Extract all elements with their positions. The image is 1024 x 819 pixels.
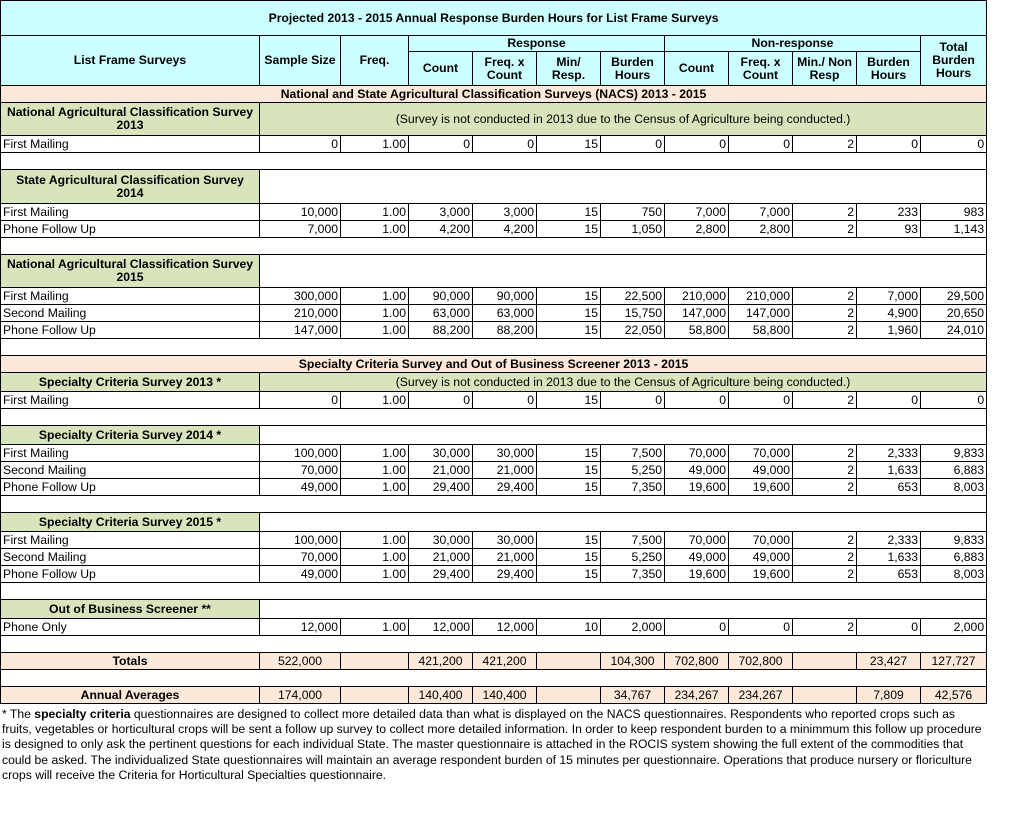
freq-cell: 1.00 [341, 322, 409, 339]
min-non-resp-cell: 2 [793, 221, 857, 238]
nr-burden-hours-cell: 7,000 [857, 288, 921, 305]
nr-freq-count-cell: 7,000 [729, 204, 793, 221]
row-label: First Mailing [1, 288, 260, 305]
freq-count-cell: 0 [473, 136, 537, 153]
nr-freq-count-cell: 49,000 [729, 549, 793, 566]
table-row [1, 566, 987, 583]
min-resp-cell: 15 [537, 549, 601, 566]
min-resp-cell: 15 [537, 445, 601, 462]
min-non-resp-cell [793, 653, 857, 670]
freq-count-cell: 0 [473, 392, 537, 409]
nr-count-cell: 7,000 [665, 204, 729, 221]
min-non-resp-cell: 2 [793, 288, 857, 305]
min-non-resp-cell: 2 [793, 479, 857, 496]
nr-count-cell: 49,000 [665, 549, 729, 566]
sample-size-cell: 522,000 [260, 653, 341, 670]
nr-burden-hours-cell: 2,333 [857, 532, 921, 549]
header-min-resp: Min/ Resp. [537, 52, 601, 86]
row-label: Phone Follow Up [1, 566, 260, 583]
averages-row [1, 687, 987, 704]
row-label: Second Mailing [1, 462, 260, 479]
header-nr-count: Count [665, 52, 729, 86]
nr-burden-hours-cell: 1,960 [857, 322, 921, 339]
sample-size-cell: 70,000 [260, 549, 341, 566]
min-resp-cell: 15 [537, 462, 601, 479]
nr-freq-count-cell: 210,000 [729, 288, 793, 305]
table-row [1, 204, 987, 221]
table-row [1, 305, 987, 322]
nr-freq-count-cell: 19,600 [729, 479, 793, 496]
spacer-row [1, 583, 987, 600]
burden-hours-cell: 0 [601, 392, 665, 409]
freq-cell: 1.00 [341, 479, 409, 496]
freq-count-cell: 4,200 [473, 221, 537, 238]
header-list-frame: List Frame Surveys [1, 36, 260, 86]
nr-count-cell: 147,000 [665, 305, 729, 322]
sample-size-cell: 12,000 [260, 619, 341, 636]
freq-count-cell: 90,000 [473, 288, 537, 305]
group-blank [260, 513, 987, 532]
group-oobs: Out of Business Screener ** [1, 600, 260, 619]
header-nr-burden-hours: Burden Hours [857, 52, 921, 86]
group-blank [260, 170, 987, 204]
table-row [1, 532, 987, 549]
total-burden-cell: 42,576 [921, 687, 987, 704]
freq-count-cell: 30,000 [473, 532, 537, 549]
freq-count-cell: 421,200 [473, 653, 537, 670]
nr-burden-hours-cell: 4,900 [857, 305, 921, 322]
min-non-resp-cell: 2 [793, 445, 857, 462]
count-cell: 0 [409, 136, 473, 153]
min-non-resp-cell: 2 [793, 305, 857, 322]
table-row [1, 479, 987, 496]
burden-hours-cell: 104,300 [601, 653, 665, 670]
total-burden-cell: 0 [921, 392, 987, 409]
freq-cell: 1.00 [341, 288, 409, 305]
row-label: Phone Follow Up [1, 322, 260, 339]
nr-count-cell: 210,000 [665, 288, 729, 305]
header-min-non-resp: Min./ Non Resp [793, 52, 857, 86]
row-label: Totals [1, 653, 260, 670]
min-resp-cell: 15 [537, 392, 601, 409]
min-non-resp-cell: 2 [793, 392, 857, 409]
count-cell: 12,000 [409, 619, 473, 636]
min-resp-cell: 15 [537, 221, 601, 238]
min-non-resp-cell: 2 [793, 322, 857, 339]
nr-count-cell: 70,000 [665, 532, 729, 549]
burden-hours-cell: 750 [601, 204, 665, 221]
freq-cell: 1.00 [341, 619, 409, 636]
total-burden-cell: 1,143 [921, 221, 987, 238]
table-row [1, 322, 987, 339]
min-non-resp-cell: 2 [793, 549, 857, 566]
total-burden-cell: 8,003 [921, 479, 987, 496]
freq-count-cell: 140,400 [473, 687, 537, 704]
table-row [1, 221, 987, 238]
group-blank [260, 426, 987, 445]
row-label: Second Mailing [1, 305, 260, 322]
burden-hours-cell: 34,767 [601, 687, 665, 704]
total-burden-cell: 20,650 [921, 305, 987, 322]
nr-freq-count-cell: 0 [729, 619, 793, 636]
burden-hours-cell: 2,000 [601, 619, 665, 636]
freq-count-cell: 21,000 [473, 462, 537, 479]
group-blank [260, 600, 987, 619]
group-blank [260, 255, 987, 288]
sample-size-cell: 0 [260, 392, 341, 409]
nr-freq-count-cell: 70,000 [729, 445, 793, 462]
nr-freq-count-cell: 70,000 [729, 532, 793, 549]
table-row [1, 462, 987, 479]
min-resp-cell [537, 687, 601, 704]
total-burden-cell: 9,833 [921, 532, 987, 549]
nr-freq-count-cell: 19,600 [729, 566, 793, 583]
nr-freq-count-cell: 2,800 [729, 221, 793, 238]
count-cell: 421,200 [409, 653, 473, 670]
footnote-bold: specialty criteria [34, 707, 131, 721]
nr-count-cell: 19,600 [665, 566, 729, 583]
total-burden-cell: 983 [921, 204, 987, 221]
min-non-resp-cell [793, 687, 857, 704]
row-label: Phone Follow Up [1, 221, 260, 238]
table-row [1, 619, 987, 636]
row-label: First Mailing [1, 532, 260, 549]
freq-cell: 1.00 [341, 532, 409, 549]
burden-hours-cell: 7,350 [601, 566, 665, 583]
nr-count-cell: 2,800 [665, 221, 729, 238]
nr-freq-count-cell: 58,800 [729, 322, 793, 339]
footnote-lead: * The [2, 707, 35, 721]
count-cell: 0 [409, 392, 473, 409]
nr-count-cell: 70,000 [665, 445, 729, 462]
sample-size-cell: 174,000 [260, 687, 341, 704]
sample-size-cell: 7,000 [260, 221, 341, 238]
spacer-row [1, 409, 987, 426]
table-row [1, 549, 987, 566]
count-cell: 140,400 [409, 687, 473, 704]
burden-hours-cell: 7,500 [601, 532, 665, 549]
freq-cell: 1.00 [341, 136, 409, 153]
freq-cell: 1.00 [341, 549, 409, 566]
count-cell: 63,000 [409, 305, 473, 322]
burden-hours-cell: 7,500 [601, 445, 665, 462]
group-nacs-2013: National Agricultural Classification Survey 2013 [1, 103, 260, 136]
header-freq: Freq. [341, 36, 409, 86]
header-response: Response [409, 36, 665, 52]
min-resp-cell: 15 [537, 479, 601, 496]
min-non-resp-cell: 2 [793, 532, 857, 549]
spacer-row [1, 670, 987, 687]
min-non-resp-cell: 2 [793, 136, 857, 153]
nr-burden-hours-cell: 1,633 [857, 549, 921, 566]
nr-burden-hours-cell: 0 [857, 619, 921, 636]
nr-count-cell: 19,600 [665, 479, 729, 496]
min-resp-cell: 15 [537, 305, 601, 322]
row-label: First Mailing [1, 445, 260, 462]
min-resp-cell: 15 [537, 532, 601, 549]
count-cell: 30,000 [409, 445, 473, 462]
freq-cell: 1.00 [341, 445, 409, 462]
freq-count-cell: 29,400 [473, 479, 537, 496]
spacer-row [1, 153, 987, 170]
count-cell: 88,200 [409, 322, 473, 339]
freq-cell: 1.00 [341, 305, 409, 322]
sample-size-cell: 0 [260, 136, 341, 153]
freq-cell: 1.00 [341, 392, 409, 409]
nr-count-cell: 0 [665, 619, 729, 636]
total-burden-cell: 9,833 [921, 445, 987, 462]
min-resp-cell: 15 [537, 566, 601, 583]
total-burden-cell: 0 [921, 136, 987, 153]
nr-burden-hours-cell: 233 [857, 204, 921, 221]
group-scs-2013: Specialty Criteria Survey 2013 * [1, 373, 260, 392]
nr-burden-hours-cell: 2,333 [857, 445, 921, 462]
total-burden-cell: 6,883 [921, 462, 987, 479]
table-row [1, 136, 987, 153]
row-label: Phone Follow Up [1, 479, 260, 496]
nr-freq-count-cell: 147,000 [729, 305, 793, 322]
freq-cell [341, 653, 409, 670]
sample-size-cell: 10,000 [260, 204, 341, 221]
header-total-burden: Total Burden Hours [921, 36, 987, 86]
total-burden-cell: 29,500 [921, 288, 987, 305]
header-freq-count: Freq. x Count [473, 52, 537, 86]
min-non-resp-cell: 2 [793, 462, 857, 479]
freq-count-cell: 3,000 [473, 204, 537, 221]
spacer-row [1, 636, 987, 653]
freq-cell [341, 687, 409, 704]
burden-hours-cell: 5,250 [601, 462, 665, 479]
table-row [1, 392, 987, 409]
nr-burden-hours-cell: 0 [857, 136, 921, 153]
nr-burden-hours-cell: 7,809 [857, 687, 921, 704]
count-cell: 90,000 [409, 288, 473, 305]
count-cell: 4,200 [409, 221, 473, 238]
nr-count-cell: 0 [665, 392, 729, 409]
freq-count-cell: 21,000 [473, 549, 537, 566]
freq-count-cell: 88,200 [473, 322, 537, 339]
count-cell: 21,000 [409, 462, 473, 479]
sample-size-cell: 100,000 [260, 532, 341, 549]
sample-size-cell: 49,000 [260, 479, 341, 496]
count-cell: 30,000 [409, 532, 473, 549]
table-title: Projected 2013 - 2015 Annual Response Burden Hours for List Frame Surveys [1, 1, 987, 36]
nr-burden-hours-cell: 653 [857, 479, 921, 496]
nr-burden-hours-cell: 23,427 [857, 653, 921, 670]
nr-freq-count-cell: 0 [729, 136, 793, 153]
section-specialty: Specialty Criteria Survey and Out of Business Screener 2013 - 2015 [1, 356, 987, 373]
nr-freq-count-cell: 0 [729, 392, 793, 409]
burden-hours-cell: 15,750 [601, 305, 665, 322]
group-scs-2015: Specialty Criteria Survey 2015 * [1, 513, 260, 532]
nr-freq-count-cell: 702,800 [729, 653, 793, 670]
footnote [2, 707, 986, 783]
burden-hours-cell: 0 [601, 136, 665, 153]
spacer-row [1, 496, 987, 513]
burden-hours-cell: 5,250 [601, 549, 665, 566]
row-label: Phone Only [1, 619, 260, 636]
nr-burden-hours-cell: 93 [857, 221, 921, 238]
total-burden-cell: 24,010 [921, 322, 987, 339]
sample-size-cell: 70,000 [260, 462, 341, 479]
freq-count-cell: 30,000 [473, 445, 537, 462]
spacer-row [1, 339, 987, 356]
nr-freq-count-cell: 49,000 [729, 462, 793, 479]
freq-count-cell: 12,000 [473, 619, 537, 636]
nr-burden-hours-cell: 1,633 [857, 462, 921, 479]
header-count: Count [409, 52, 473, 86]
nr-burden-hours-cell: 0 [857, 392, 921, 409]
totals-row [1, 653, 987, 670]
group-sacs-2014: State Agricultural Classification Survey 2014 [1, 170, 260, 204]
total-burden-cell: 127,727 [921, 653, 987, 670]
min-resp-cell: 10 [537, 619, 601, 636]
row-label: Annual Averages [1, 687, 260, 704]
freq-cell: 1.00 [341, 462, 409, 479]
nr-count-cell: 49,000 [665, 462, 729, 479]
freq-count-cell: 29,400 [473, 566, 537, 583]
burden-hours-cell: 22,050 [601, 322, 665, 339]
group-scs-2014: Specialty Criteria Survey 2014 * [1, 426, 260, 445]
not-conducted-note: (Survey is not conducted in 2013 due to the Census of Agriculture being conducted.) [260, 373, 987, 392]
min-non-resp-cell: 2 [793, 204, 857, 221]
freq-cell: 1.00 [341, 566, 409, 583]
not-conducted-note: (Survey is not conducted in 2013 due to the Census of Agriculture being conducted.) [260, 103, 987, 136]
header-sample-size: Sample Size [260, 36, 341, 86]
nr-burden-hours-cell: 653 [857, 566, 921, 583]
table-row [1, 445, 987, 462]
min-resp-cell [537, 653, 601, 670]
sample-size-cell: 210,000 [260, 305, 341, 322]
section-nacs: National and State Agricultural Classification Surveys (NACS) 2013 - 2015 [1, 86, 987, 103]
freq-cell: 1.00 [341, 204, 409, 221]
min-non-resp-cell: 2 [793, 619, 857, 636]
min-resp-cell: 15 [537, 322, 601, 339]
burden-hours-cell: 1,050 [601, 221, 665, 238]
group-nacs-2015: National Agricultural Classification Survey 2015 [1, 255, 260, 288]
table-row [1, 288, 987, 305]
header-non-response: Non-response [665, 36, 921, 52]
nr-freq-count-cell: 234,267 [729, 687, 793, 704]
count-cell: 21,000 [409, 549, 473, 566]
nr-count-cell: 234,267 [665, 687, 729, 704]
total-burden-cell: 8,003 [921, 566, 987, 583]
nr-count-cell: 0 [665, 136, 729, 153]
nr-count-cell: 702,800 [665, 653, 729, 670]
footnote-text: questionnaires are designed to collect more detailed data than what is displayed on the NACS questionnaires. Respondents who reported crops such as fruits, vegetables or horticultural crops will be sent a follow up survey to collect more detailed information. In order to keep respondent burden to a minimmum this follow up procedure is designed to only ask the pertinent questions for each individual State. The master questionnaire is attached in the ROCIS system showing the full extent of the commodities that could be asked. The individualized State questionnaires will maintain an average respondent burden of 15 minutes per questionnaire. Operations that produce nursery or floriculture crops will receive the Criteria for Horticultural Specialties questionnaire. [2, 707, 982, 782]
min-resp-cell: 15 [537, 136, 601, 153]
row-label: First Mailing [1, 204, 260, 221]
count-cell: 29,400 [409, 479, 473, 496]
freq-count-cell: 63,000 [473, 305, 537, 322]
sample-size-cell: 49,000 [260, 566, 341, 583]
nr-count-cell: 58,800 [665, 322, 729, 339]
row-label: Second Mailing [1, 549, 260, 566]
header-burden-hours: Burden Hours [601, 52, 665, 86]
header-nr-freq-count: Freq. x Count [729, 52, 793, 86]
total-burden-cell: 2,000 [921, 619, 987, 636]
min-resp-cell: 15 [537, 288, 601, 305]
total-burden-cell: 6,883 [921, 549, 987, 566]
row-label: First Mailing [1, 136, 260, 153]
min-resp-cell: 15 [537, 204, 601, 221]
spacer-row [1, 238, 987, 255]
freq-cell: 1.00 [341, 221, 409, 238]
burden-hours-cell: 22,500 [601, 288, 665, 305]
min-non-resp-cell: 2 [793, 566, 857, 583]
count-cell: 29,400 [409, 566, 473, 583]
sample-size-cell: 300,000 [260, 288, 341, 305]
sample-size-cell: 147,000 [260, 322, 341, 339]
count-cell: 3,000 [409, 204, 473, 221]
row-label: First Mailing [1, 392, 260, 409]
sample-size-cell: 100,000 [260, 445, 341, 462]
burden-hours-cell: 7,350 [601, 479, 665, 496]
